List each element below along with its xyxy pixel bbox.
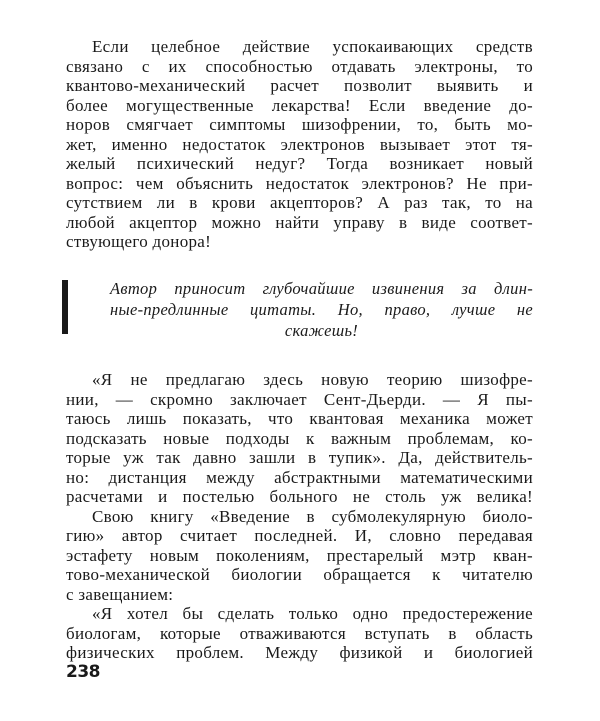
text-line: вопрос: чем объяснить недостаток электронов? Не при- [66, 173, 533, 193]
page-number: 238 [66, 662, 100, 682]
text-line: торые уж так давно зашли в тупик». Да, действитель- [66, 448, 533, 467]
text-line: тово-механической биологии обращается к читателю [66, 565, 533, 584]
text-line: физических проблем. Между физикой и биологией [66, 643, 533, 662]
text-line: подсказать новые подходы к важным проблемам, ко- [66, 428, 533, 448]
note-marker-bar [62, 280, 68, 334]
text-line: квантово-механический расчет позволит выявить и [66, 76, 533, 95]
text-line: норов смягчает симптомы шизофрении, то, быть мо- [66, 115, 533, 134]
text-line: любой акцептор можно найти управу в виде соответ- [66, 212, 533, 232]
text-line: «Я хотел бы сделать только одно предостережение [92, 604, 533, 623]
text-line: более могущественные лекарства! Если введение до- [66, 95, 533, 115]
note-line: скажешь! [284, 321, 359, 340]
text-line: эстафету новым поколениям, престарелый мэтр кван- [66, 545, 533, 565]
author-note [62, 278, 533, 340]
text-line: биологам, которые отваживаются вступать в область [66, 623, 533, 643]
paragraph-1 [66, 37, 533, 252]
note-line: ные-предлинные цитаты. Но, право, лучше не [110, 300, 533, 319]
text-line: связано с их способностью отдавать электроны, то [66, 56, 533, 76]
text-line: но: дистанция между абстрактными математическими [66, 467, 533, 487]
text-line: гию» автор считает последней. И, словно передавая [66, 526, 533, 545]
text-line: сутствием ли в крови акцепторов? А раз так, то на [66, 193, 533, 212]
text-line: нии, — скромно заключает Сент-Дьерди. — Я пы- [66, 389, 533, 409]
text-line: ствующего донора! [66, 232, 212, 251]
note-line: Автор приносит глубочайшие извинения за длин- [110, 279, 533, 298]
text-line: желый психический недуг? Тогда возникает новый [66, 154, 533, 173]
text-line: жет, именно недостаток электронов вызывает этот тя- [66, 134, 533, 154]
text-line: Свою книгу «Введение в субмолекулярную биоло- [92, 506, 533, 526]
text-line: «Я не предлагаю здесь новую теорию шизофре- [92, 370, 533, 389]
paragraphs-2-4 [66, 370, 533, 663]
text-line: таюсь лишь показать, что квантовая механика может [66, 409, 533, 428]
text-line: расчетами и постелью больного не столь уж велика! [66, 487, 533, 506]
text-line: с завещанием: [66, 584, 174, 604]
text-line: Если целебное действие успокаивающих средств [92, 37, 533, 56]
